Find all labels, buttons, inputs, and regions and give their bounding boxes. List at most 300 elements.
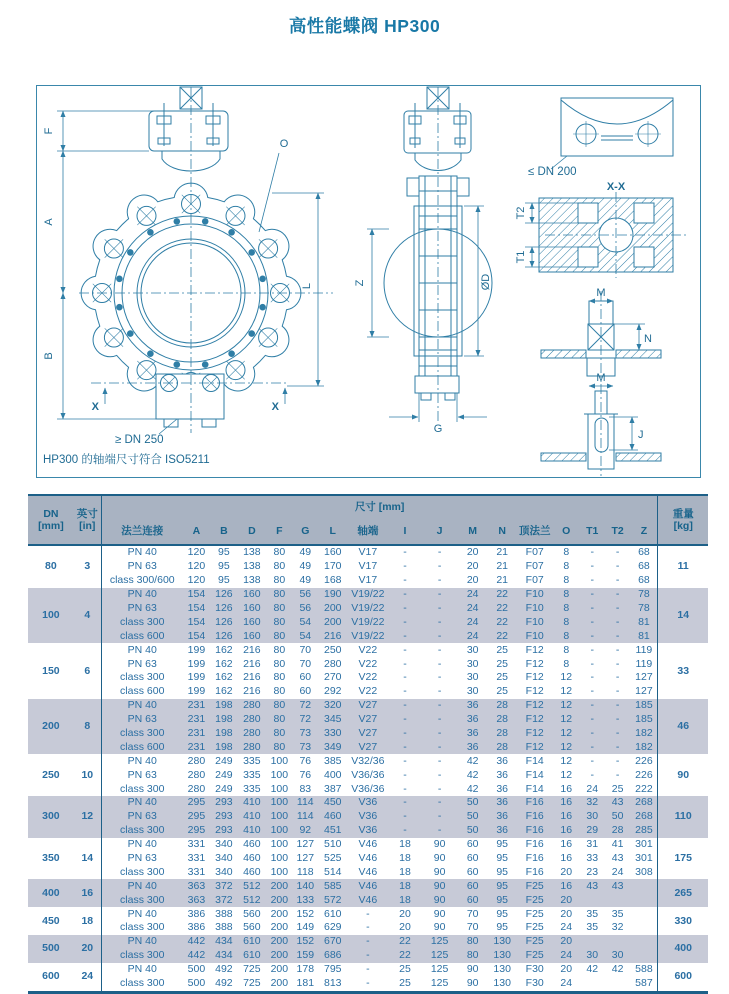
dimension-value: V19/22	[348, 629, 389, 643]
flange-connection-value: class 300/600	[101, 574, 182, 588]
dimension-value: V46	[348, 893, 389, 907]
dimension-value: 43	[605, 879, 630, 893]
dimension-value: 50	[457, 810, 488, 824]
dimension-value: 95	[218, 560, 230, 573]
dimension-value: 20	[466, 560, 479, 573]
dimension-value: 410	[238, 796, 266, 810]
dimension-value: 162	[215, 671, 233, 684]
dn-value: 500	[28, 935, 74, 963]
dimension-value: -	[615, 768, 620, 781]
dimension-value: 25	[399, 977, 411, 990]
dimension-value: 363	[183, 879, 210, 893]
dimension-value: -	[422, 810, 458, 824]
dimension-value: 24	[586, 782, 599, 795]
dimension-value: -	[437, 671, 442, 684]
dimension-value: 60	[299, 671, 312, 684]
dimension-value: 434	[210, 949, 237, 963]
dimension-value: 95	[218, 574, 230, 587]
dimension-value: -	[590, 768, 594, 781]
dimension-value	[630, 907, 658, 921]
dimension-value: -	[437, 768, 442, 781]
dimension-value: 20	[399, 907, 411, 920]
dimension-value: 95	[496, 838, 508, 851]
dimension-value: -	[388, 740, 422, 754]
dimension-value: 22	[388, 935, 422, 949]
dimension-value: F12	[516, 740, 553, 754]
dimension-value	[605, 977, 630, 992]
table-row	[28, 560, 708, 574]
dimension-value: 30	[466, 671, 479, 684]
dimension-value: -	[403, 754, 407, 767]
flange-connection-value: class 300	[101, 824, 182, 838]
table-row	[28, 727, 708, 741]
stem-bottom-view	[541, 372, 661, 476]
dimension-value: 20	[553, 935, 579, 949]
dimension-value: 100	[270, 782, 289, 795]
dn-value: 600	[42, 970, 60, 983]
dimension-value: V17	[358, 560, 378, 573]
dimension-value: -	[437, 643, 442, 656]
dn-value: 300	[28, 796, 74, 838]
dimension-value: 460	[318, 810, 348, 824]
dimension-value: 126	[210, 629, 237, 643]
dimension-value: -	[437, 754, 442, 767]
col-header-i: I	[388, 518, 422, 545]
dimension-value: 95	[496, 921, 508, 934]
dimension-value: 268	[630, 796, 658, 810]
dimension-value: 154	[183, 615, 210, 629]
table-row	[28, 810, 708, 824]
inch-value: 16	[74, 879, 101, 907]
dimension-value: 49	[299, 574, 312, 587]
dimension-value: -	[422, 615, 458, 629]
dimension-value: 90	[433, 838, 446, 851]
flange-connection-value: PN 40	[101, 545, 182, 560]
dimension-value: 90	[433, 865, 446, 878]
dimension-value: 54	[293, 615, 318, 629]
dimension-value: 198	[210, 727, 237, 741]
dimension-value: 345	[318, 713, 348, 727]
dimension-value: -	[590, 685, 594, 698]
table-row	[28, 824, 708, 838]
dimension-value: F30	[525, 963, 544, 976]
dimension-value: 130	[493, 963, 511, 976]
section-view-xx	[515, 181, 687, 278]
technical-drawing	[36, 85, 701, 478]
table-row	[28, 796, 708, 810]
dimension-value: -	[615, 671, 620, 684]
dimension-value: -	[605, 727, 630, 741]
dimension-value: 130	[493, 977, 511, 990]
dimension-value: 460	[243, 865, 261, 878]
dimension-value: 28	[488, 699, 516, 713]
dimension-value: 36	[496, 754, 508, 767]
dimension-value: 410	[238, 824, 266, 838]
table-row	[28, 685, 708, 699]
dimension-value: 25	[496, 671, 508, 684]
dn-value: 250	[42, 768, 60, 781]
table-row	[28, 588, 708, 602]
dimension-value: 492	[215, 977, 233, 990]
dimension-value: 90	[466, 977, 479, 990]
dimension-value: 49	[299, 560, 312, 573]
dimension-value: -	[605, 629, 630, 643]
dimension-value: 125	[430, 963, 449, 976]
dimension-value: 24	[457, 615, 488, 629]
dimension-value: 8	[553, 602, 579, 616]
dimension-value: 80	[273, 574, 286, 587]
dimension-value: 72	[293, 699, 318, 713]
dimension-value: 100	[266, 810, 292, 824]
dimension-value: 95	[488, 893, 516, 907]
inch-value: 20	[74, 935, 101, 963]
col-header-f: F	[266, 518, 292, 545]
dimension-value: 80	[273, 671, 286, 684]
dimension-value: 80	[266, 727, 292, 741]
dimension-value: 216	[243, 671, 261, 684]
dimension-value: 585	[318, 879, 348, 893]
dimension-value: 80	[266, 615, 292, 629]
dimension-value: 16	[560, 852, 573, 865]
dimension-value: 293	[210, 824, 237, 838]
dimension-value: -	[403, 560, 407, 573]
dimension-value: 42	[466, 782, 479, 795]
dimension-value: 587	[635, 977, 653, 990]
dimension-value: -	[579, 588, 604, 602]
dimension-value: 216	[318, 629, 348, 643]
dimension-value: 226	[635, 768, 653, 781]
flange-connection-value: class 300	[101, 921, 182, 935]
dimension-value: 114	[293, 810, 318, 824]
dimension-value: 120	[187, 560, 206, 573]
dimension-value: 100	[270, 768, 289, 781]
dimension-value: 280	[187, 768, 206, 781]
dimension-value: F14	[525, 782, 544, 795]
dimension-value: 30	[466, 685, 479, 698]
dimension-value: 293	[210, 796, 237, 810]
table-row	[28, 907, 708, 921]
dimension-value: 12	[560, 754, 573, 767]
dimension-value	[579, 935, 604, 949]
dimension-value: 560	[243, 921, 261, 934]
dimension-value: 130	[488, 935, 516, 949]
dimension-value: F25	[525, 921, 544, 934]
dim-label-m-bottom: M	[596, 372, 606, 384]
dimension-value	[579, 977, 604, 992]
dimension-value: 442	[183, 949, 210, 963]
table-row	[28, 865, 708, 879]
dimension-value: 127	[635, 685, 653, 698]
dimension-value: -	[615, 574, 620, 587]
dimension-value: V27	[348, 727, 389, 741]
dimension-value	[630, 893, 658, 907]
dimension-value: 18	[399, 838, 411, 851]
dimension-value: 60	[466, 852, 479, 865]
dimension-value: 725	[243, 963, 261, 976]
flange-connection-value: PN 63	[101, 768, 182, 782]
flange-connection-value: PN 63	[101, 713, 182, 727]
dimension-value: 386	[187, 907, 206, 920]
dimension-value: -	[388, 588, 422, 602]
dimension-value: F10	[516, 588, 553, 602]
dimension-value: 500	[187, 977, 206, 990]
table-row	[28, 643, 708, 657]
dimension-value: 388	[215, 921, 233, 934]
dimension-value: 126	[210, 615, 237, 629]
dimension-value: 12	[553, 713, 579, 727]
dimension-value: 250	[323, 643, 342, 656]
dimension-value: 460	[243, 838, 261, 851]
col-header-dn: DN [mm]	[28, 495, 74, 545]
dimension-value: 73	[293, 727, 318, 741]
dimension-value: 20	[466, 546, 479, 559]
dimension-value: 200	[266, 935, 292, 949]
dimension-value: V22	[358, 671, 378, 684]
dimension-value: 126	[210, 588, 237, 602]
dimension-value: 216	[243, 657, 261, 670]
dimension-value: 198	[210, 713, 237, 727]
dn-value: 150	[42, 664, 60, 677]
dimension-value: V22	[358, 685, 378, 698]
table-row	[28, 671, 708, 685]
dim-label-b: B	[43, 352, 55, 360]
stem-slot	[595, 418, 608, 452]
dimension-value: F07	[525, 574, 544, 587]
dimension-value: 162	[215, 685, 233, 698]
dimension-value: -	[422, 588, 458, 602]
dimension-value: 95	[496, 865, 508, 878]
dimension-value: 8	[563, 657, 570, 670]
dimension-value: 372	[210, 879, 237, 893]
dimension-value	[630, 949, 658, 963]
dimension-value: F07	[525, 560, 544, 573]
dimension-value: 90	[433, 852, 446, 865]
dimension-value: 335	[243, 768, 261, 781]
dimension-value: 8	[563, 546, 570, 559]
flange-connection-value: class 300	[101, 727, 182, 741]
dimension-value: V46	[358, 838, 378, 851]
dimension-value: -	[403, 574, 407, 587]
col-header-d: D	[238, 518, 266, 545]
dimension-value: 295	[183, 810, 210, 824]
dimension-value: 16	[553, 879, 579, 893]
dimension-value: 670	[318, 935, 348, 949]
inch-value: 8	[74, 699, 101, 755]
dimension-value: 20	[560, 963, 573, 976]
dimension-value: 12	[553, 740, 579, 754]
dimension-value: 795	[323, 963, 342, 976]
dimension-value: 28	[488, 740, 516, 754]
dimension-value	[630, 921, 658, 935]
dimension-value	[579, 893, 604, 907]
dim-label-g: G	[433, 423, 443, 435]
col-header-b: B	[210, 518, 237, 545]
table-row	[28, 602, 708, 616]
flange-connection-value: class 300	[101, 893, 182, 907]
table-row	[28, 949, 708, 963]
dimension-value: 280	[238, 740, 266, 754]
dimension-value: 25	[611, 782, 624, 795]
dimension-value: 231	[183, 727, 210, 741]
inch-value: 3	[84, 560, 91, 573]
dimension-value: 560	[243, 907, 261, 920]
dimension-value: -	[388, 810, 422, 824]
inch-value: 10	[81, 768, 94, 781]
dimension-value: 25	[496, 685, 508, 698]
dimension-value: 56	[293, 602, 318, 616]
dimension-value: 72	[293, 713, 318, 727]
dim-label-diameter-d: ØD	[480, 273, 492, 291]
dimension-value: 200	[266, 949, 292, 963]
dimension-value: 512	[238, 879, 266, 893]
dimension-value: 170	[323, 560, 342, 573]
dimension-value: 216	[243, 685, 261, 698]
weight-value: 46	[658, 699, 708, 755]
dimension-value: 200	[270, 921, 289, 934]
inch-value: 4	[74, 588, 101, 644]
dimension-value: 21	[496, 560, 508, 573]
dimension-value: 54	[293, 629, 318, 643]
dimension-value: 18	[388, 879, 422, 893]
dimension-value: 25	[399, 963, 411, 976]
dimension-value: -	[403, 768, 407, 781]
dimension-value: F16	[525, 865, 544, 878]
flange-connection-value: PN 63	[101, 810, 182, 824]
dimension-value: -	[403, 657, 407, 670]
dimension-value: 20	[466, 574, 479, 587]
dimension-value: 510	[323, 838, 342, 851]
flange-connection-value: class 600	[101, 685, 182, 699]
dimension-value: -	[605, 713, 630, 727]
dimension-value: 340	[215, 865, 233, 878]
flange-connection-value: class 600	[101, 740, 182, 754]
lug-detail-size-range-note: ≤ DN 200	[528, 166, 577, 178]
dimension-value: 372	[210, 893, 237, 907]
dimension-value: F12	[525, 685, 544, 698]
weight-value: 600	[658, 963, 708, 992]
flange-connection-value: PN 63	[101, 560, 182, 574]
dimension-value: 70	[466, 907, 479, 920]
dimension-value: 293	[210, 810, 237, 824]
dimension-value: 231	[183, 740, 210, 754]
dimension-value: 30	[579, 810, 604, 824]
dimension-value: 119	[635, 643, 653, 656]
dimension-value: 320	[318, 699, 348, 713]
dimension-value: 138	[243, 574, 261, 587]
dimension-value: 36	[488, 796, 516, 810]
dimension-value: 12	[560, 768, 573, 781]
dn-value: 350	[42, 852, 60, 865]
dimension-value: 95	[218, 546, 230, 559]
dimension-value: 43	[611, 852, 624, 865]
col-header-weight: 重量 [kg]	[658, 495, 708, 545]
dimension-value: 331	[187, 838, 206, 851]
col-header-l: L	[318, 518, 348, 545]
iso-note: HP300 的轴端尺寸符合 ISO5211	[43, 454, 210, 466]
dimension-value: 68	[638, 546, 650, 559]
dimension-value: F14	[525, 768, 544, 781]
dimension-value: 154	[183, 602, 210, 616]
col-header-n: N	[488, 518, 516, 545]
dimension-value: -	[437, 657, 442, 670]
flange-connection-value: PN 40	[101, 699, 182, 713]
dimension-value: -	[605, 588, 630, 602]
dimension-value: 120	[187, 546, 206, 559]
dimension-value: 80	[457, 935, 488, 949]
dimension-value: -	[422, 824, 458, 838]
dimension-value: 330	[318, 727, 348, 741]
dimension-value: 70	[466, 921, 479, 934]
dimension-value: V32/36	[351, 754, 385, 767]
dimension-value: 21	[496, 574, 508, 587]
table-row	[28, 977, 708, 992]
dimension-value: -	[590, 657, 594, 670]
actuator-mounting-plate	[149, 111, 228, 151]
dimension-value: V19/22	[348, 615, 389, 629]
table-row	[28, 740, 708, 754]
dimension-value: 100	[270, 754, 289, 767]
dimension-value: -	[579, 740, 604, 754]
dimension-value: 80	[266, 713, 292, 727]
dimension-value: F07	[525, 546, 544, 559]
dimension-value: 60	[466, 865, 479, 878]
dimension-value: -	[437, 685, 442, 698]
dimension-value: F25	[516, 949, 553, 963]
dimension-value: 185	[630, 699, 658, 713]
dimension-value: 92	[293, 824, 318, 838]
dimension-value: V27	[348, 713, 389, 727]
col-header-top-flange: 顶法兰	[516, 518, 553, 545]
dimension-value: 22	[488, 629, 516, 643]
dimension-value: 60	[299, 685, 312, 698]
dimension-value: 24	[553, 949, 579, 963]
dimension-value: 249	[215, 782, 233, 795]
dimension-value: 24	[611, 865, 624, 878]
dimension-value: -	[437, 546, 442, 559]
dimension-value: 280	[238, 713, 266, 727]
dimension-value: 68	[638, 574, 650, 587]
dimension-value: 231	[183, 713, 210, 727]
dimension-value: F25	[525, 907, 544, 920]
dimension-value: 16	[553, 810, 579, 824]
dimension-value: -	[579, 615, 604, 629]
table-row	[28, 893, 708, 907]
dimension-value: -	[388, 699, 422, 713]
lug-detail-view	[528, 98, 673, 178]
dimension-value: 292	[323, 685, 342, 698]
dimension-value: 8	[553, 629, 579, 643]
dimension-value: 149	[296, 921, 315, 934]
dimension-value: F16	[525, 852, 544, 865]
dimension-value: -	[437, 560, 442, 573]
dimension-value: 280	[323, 657, 342, 670]
dimension-value: -	[590, 754, 594, 767]
dimension-value: 90	[422, 879, 458, 893]
dimension-value: V36	[348, 810, 389, 824]
dimension-value: 16	[553, 796, 579, 810]
dimension-value: 385	[323, 754, 342, 767]
col-header-t2: T2	[605, 518, 630, 545]
dimension-value: 138	[243, 546, 261, 559]
dim-label-o: O	[279, 138, 289, 150]
dimension-value: 24	[457, 602, 488, 616]
table-row	[28, 713, 708, 727]
dimension-value: 41	[611, 838, 624, 851]
dimension-value: 42	[611, 963, 624, 976]
dimension-value: 159	[293, 949, 318, 963]
dimension-value: 23	[586, 865, 599, 878]
weight-value: 11	[658, 545, 708, 588]
